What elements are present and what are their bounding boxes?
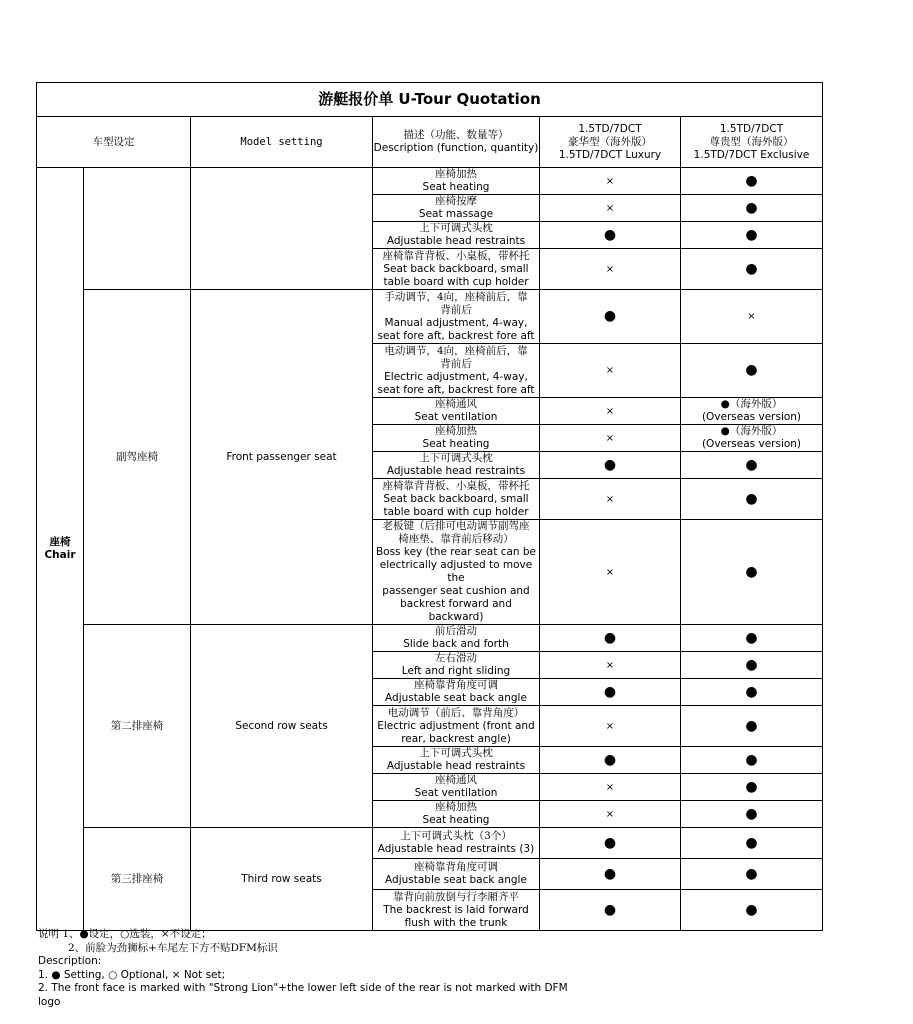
description-line: Seat heating (422, 181, 490, 193)
not-set-mark: × (605, 659, 615, 671)
feature-description (373, 859, 540, 890)
luxury-value (540, 801, 681, 828)
description-line: Seat heating (422, 438, 490, 450)
feature-description (373, 652, 540, 679)
description-line: The backrest is laid forward (383, 903, 529, 916)
not-set-mark: × (605, 405, 615, 417)
not-set-mark: × (605, 808, 615, 820)
setting-mark: ● (745, 563, 758, 580)
description-line: 前后滑动 (435, 625, 477, 637)
luxury-value (540, 652, 681, 679)
exclusive-value (681, 452, 823, 479)
luxury-value (540, 747, 681, 774)
not-set-mark: × (605, 566, 615, 578)
exclusive-value (681, 520, 823, 625)
setting-mark: ● (745, 901, 758, 918)
feature-description (373, 249, 540, 290)
setting-mark: ● (603, 834, 617, 851)
feature-description (373, 679, 540, 706)
feature-description (373, 398, 540, 425)
setting-mark: ●（海外版） (720, 425, 783, 437)
description-line: table board with cup holder (383, 505, 529, 518)
note-en-title: Description: (38, 955, 102, 967)
exclusive-value (681, 890, 823, 931)
luxury-value (540, 195, 681, 222)
group-name-cn (84, 168, 191, 290)
exclusive-value (681, 747, 823, 774)
not-set-mark: × (605, 175, 615, 187)
setting-mark: ● (745, 172, 758, 189)
setting-mark: ● (745, 199, 758, 216)
table-row (37, 828, 823, 859)
description-line: seat fore aft, backrest fore aft (377, 383, 535, 396)
feature-description (373, 479, 540, 520)
group-name-en: Front passenger seat (191, 290, 373, 625)
setting-mark: ● (603, 456, 617, 473)
note-cn-2: 2、前脸为劲狮标+车尾左下方不贴DFM标识 (68, 941, 278, 954)
description-line: Adjustable head restraints (386, 235, 526, 247)
description-line: Seat massage (418, 208, 494, 220)
description-line: 手动调节，4向，座椅前后，靠 (384, 290, 528, 303)
exclusive-value (681, 625, 823, 652)
not-set-mark: × (605, 202, 615, 214)
description-line: 背前后 (440, 357, 472, 370)
luxury-value (540, 679, 681, 706)
notes (38, 928, 598, 1009)
luxury-value (540, 425, 681, 452)
header-exclusive-line1: 1.5TD/7DCT (719, 122, 784, 135)
exclusive-value (681, 249, 823, 290)
description-line: 椅座垫、靠背前后移动） (398, 533, 514, 545)
description-line: 座椅加热 (435, 801, 477, 813)
feature-description (373, 774, 540, 801)
note-en-3: logo (38, 995, 61, 1008)
note-en-1: 1. ● Setting, ○ Optional, × Not set; (38, 968, 226, 981)
exclusive-value (681, 774, 823, 801)
setting-mark: ● (745, 362, 758, 378)
setting-mark: ● (745, 226, 758, 243)
description-line: Adjustable seat back angle (385, 692, 527, 704)
description-line: 座椅通风 (435, 774, 477, 786)
exclusive-value (681, 398, 823, 425)
feature-description (373, 452, 540, 479)
not-set-mark: × (605, 263, 615, 275)
exclusive-value (681, 425, 823, 452)
description-line: Seat ventilation (414, 411, 498, 423)
description-line: 座椅靠背背板、小桌板，带杯托 (382, 479, 530, 492)
feature-description (373, 747, 540, 774)
not-set-mark: × (605, 365, 615, 376)
exclusive-value (681, 828, 823, 859)
luxury-value (540, 479, 681, 520)
exclusive-value (681, 195, 823, 222)
description-line: Electric adjustment (front and (377, 719, 535, 732)
description-line: 上下可调式头枕（3个） (400, 830, 512, 842)
luxury-value (540, 706, 681, 747)
not-set-mark: × (747, 311, 756, 322)
description-line: Adjustable seat back angle (385, 874, 527, 886)
description-line: 老板键（后排可电动调节副驾座 (382, 520, 530, 532)
description-line: backrest forward and backward) (400, 598, 512, 623)
header-exclusive-line2: 尊贵型（海外版） (709, 135, 794, 148)
note-cn-1: 说明 1、●设定，○选装，×不设定； (38, 928, 212, 940)
not-set-mark: × (605, 720, 615, 732)
luxury-value (540, 249, 681, 290)
overseas-note: (Overseas version) (701, 411, 802, 423)
description-line: Adjustable head restraints (386, 465, 526, 477)
setting-mark: ● (745, 456, 758, 473)
luxury-value (540, 859, 681, 890)
description-line: 座椅按摩 (435, 195, 477, 207)
note-en-2: 2. The front face is marked with "Strong Lion"+the lower left side of the rear is not marked with DFM (38, 982, 568, 994)
exclusive-value (681, 652, 823, 679)
category-cn: 座椅 (49, 536, 71, 548)
setting-mark: ● (603, 629, 617, 646)
setting-mark: ● (745, 865, 758, 882)
table-title: 游艇报价单 U-Tour Quotation (37, 83, 823, 117)
exclusive-value (681, 679, 823, 706)
group-name-en: Third row seats (191, 828, 373, 931)
setting-mark: ● (603, 901, 617, 918)
setting-mark: ● (745, 751, 758, 768)
exclusive-value (681, 344, 823, 398)
not-set-mark: × (605, 432, 615, 444)
setting-mark: ● (603, 865, 617, 882)
description-line: Adjustable head restraints (3) (377, 843, 535, 855)
luxury-value (540, 452, 681, 479)
group-name-cn: 第二排座椅 (84, 625, 191, 828)
exclusive-value (681, 801, 823, 828)
header-luxury-line3: 1.5TD/7DCT Luxury (558, 148, 662, 161)
header-luxury-line1: 1.5TD/7DCT (578, 122, 642, 135)
description-line: seat fore aft, backrest fore aft (377, 329, 535, 342)
table-row (37, 625, 823, 652)
exclusive-value (681, 168, 823, 195)
feature-description (373, 828, 540, 859)
feature-description (373, 625, 540, 652)
header-exclusive-line3: 1.5TD/7DCT Exclusive (693, 148, 810, 161)
description-line: 座椅加热 (435, 425, 477, 437)
feature-description (373, 890, 540, 931)
luxury-value (540, 520, 681, 625)
exclusive-value (681, 222, 823, 249)
description-line: 座椅加热 (435, 168, 477, 180)
header-model-cn: 车型设定 (37, 117, 191, 168)
feature-description (373, 195, 540, 222)
setting-mark: ● (745, 834, 758, 851)
setting-mark: ● (745, 778, 758, 795)
description-line: 电动调节（前后、靠背角度） (387, 706, 525, 719)
description-line: Left and right sliding (401, 665, 511, 677)
not-set-mark: × (605, 781, 615, 793)
feature-description (373, 801, 540, 828)
table-row (37, 168, 823, 195)
luxury-value (540, 398, 681, 425)
header-desc-cn: 描述（功能、数量等） (403, 129, 509, 141)
quotation-table (36, 82, 823, 931)
description-line: electrically adjusted to move the (379, 559, 533, 584)
header-model-en: Model setting (191, 117, 373, 168)
luxury-value (540, 168, 681, 195)
description-line: Manual adjustment, 4-way, (384, 316, 528, 329)
table-row (37, 290, 823, 344)
header-desc-en: Description (function, quantity) (373, 142, 539, 154)
description-line: 上下可调式头枕 (419, 222, 493, 234)
setting-mark: ● (745, 805, 758, 822)
luxury-value (540, 344, 681, 398)
description-line: 电动调节，4向，座椅前后，靠 (384, 344, 528, 357)
description-line: 上下可调式头枕 (419, 747, 493, 759)
description-line: 座椅靠背角度可调 (414, 679, 498, 691)
description-line: 座椅通风 (435, 398, 477, 410)
header-exclusive (681, 117, 823, 168)
group-name-cn: 副驾座椅 (84, 290, 191, 625)
luxury-value (540, 625, 681, 652)
description-line: 靠背向前放倒与行李厢齐平 (393, 890, 519, 903)
description-line: rear, backrest angle) (401, 732, 511, 745)
description-line: 座椅靠背背板、小桌板，带杯托 (382, 249, 530, 262)
setting-mark: ● (745, 717, 758, 734)
luxury-value (540, 828, 681, 859)
quotation-sheet (36, 82, 822, 931)
feature-description (373, 222, 540, 249)
description-line: passenger seat cushion and (382, 585, 530, 597)
setting-mark: ● (603, 226, 617, 243)
description-line: flush with the trunk (404, 916, 508, 929)
setting-mark: ●（海外版） (720, 398, 783, 410)
description-line: Seat heating (422, 814, 490, 826)
exclusive-value (681, 479, 823, 520)
feature-description (373, 425, 540, 452)
group-name-cn: 第三排座椅 (84, 828, 191, 931)
header-luxury (540, 117, 681, 168)
category-en: Chair (44, 549, 76, 561)
description-line: Boss key (the rear seat can be (375, 546, 537, 558)
description-line: Seat back backboard, small (383, 262, 529, 275)
exclusive-value (681, 706, 823, 747)
exclusive-value (681, 859, 823, 890)
group-name-en: Second row seats (191, 625, 373, 828)
exclusive-value (681, 290, 823, 344)
setting-mark: ● (603, 683, 617, 700)
setting-mark: ● (745, 683, 758, 700)
setting-mark: ● (745, 629, 758, 646)
feature-description (373, 168, 540, 195)
luxury-value (540, 774, 681, 801)
description-line: Adjustable head restraints (386, 760, 526, 772)
description-line: 背前后 (440, 303, 472, 316)
overseas-note: (Overseas version) (701, 438, 802, 450)
feature-description (373, 520, 540, 625)
group-name-en (191, 168, 373, 290)
setting-mark: ● (745, 260, 758, 277)
setting-mark: ● (603, 308, 617, 324)
header-description (373, 117, 540, 168)
luxury-value (540, 890, 681, 931)
setting-mark: ● (745, 490, 758, 507)
setting-mark: ● (745, 656, 758, 673)
description-line: Slide back and forth (403, 638, 509, 650)
description-line: 左右滑动 (435, 652, 477, 664)
description-line: 上下可调式头枕 (419, 452, 493, 464)
description-line: Seat ventilation (414, 787, 498, 799)
description-line: table board with cup holder (383, 275, 529, 288)
description-line: Seat back backboard, small (383, 492, 529, 505)
luxury-value (540, 222, 681, 249)
header-luxury-line2: 豪华型（海外版） (568, 135, 652, 148)
feature-description (373, 344, 540, 398)
not-set-mark: × (605, 493, 615, 505)
feature-description (373, 706, 540, 747)
category-cell (37, 168, 84, 931)
luxury-value (540, 290, 681, 344)
setting-mark: ● (603, 751, 617, 768)
feature-description (373, 290, 540, 344)
description-line: Electric adjustment, 4-way, (384, 370, 528, 383)
description-line: 座椅靠背角度可调 (414, 861, 498, 873)
